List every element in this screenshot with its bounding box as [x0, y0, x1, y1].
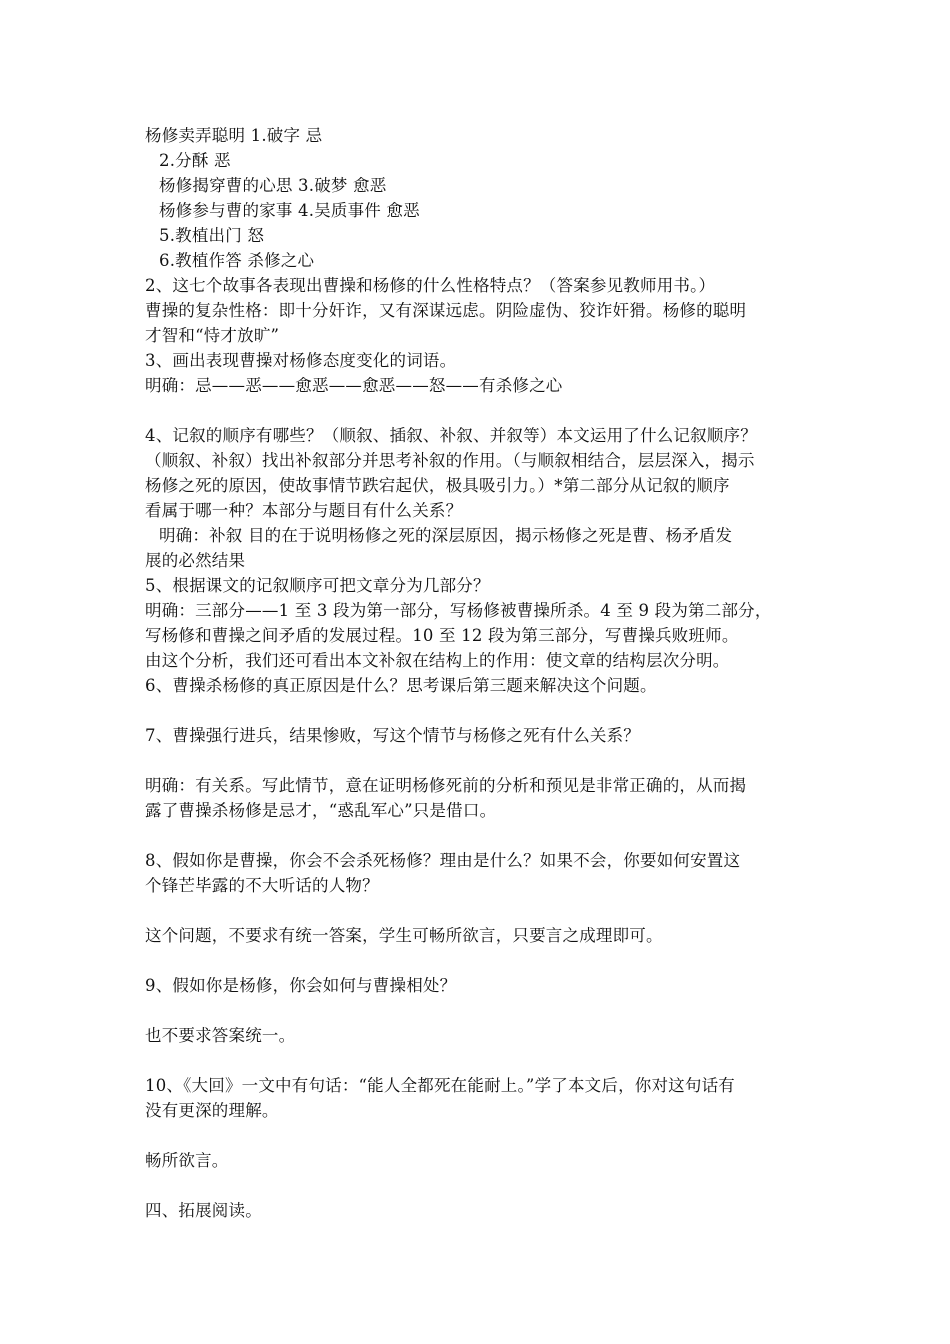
question-8: 8、假如你是曹操，你会不会杀死杨修？理由是什么？如果不会，你要如何安置这 [145, 851, 741, 870]
question-10: 10、《大回》一文中有句话：“能人全都死在能耐上。”学了本文后，你对这句话有 [145, 1076, 735, 1095]
spacer [145, 823, 809, 848]
text-line: 个锋芒毕露的不大听话的人物？ [145, 876, 379, 895]
answer-8: 这个问题，不要求有统一答案，学生可畅所欲言，只要言之成理即可。 [145, 926, 663, 945]
spacer [145, 948, 809, 973]
question-6: 6、曹操杀杨修的真正原因是什么？思考课后第三题来解决这个问题。 [145, 676, 657, 695]
text-line: 杨修参与曹的家事 4.吴质事件 愈恶 [159, 201, 420, 220]
section-heading: 四、拓展阅读。 [145, 1201, 262, 1220]
text-line: 2.分酥 恶 [159, 151, 231, 170]
text-line: 杨修之死的原因，使故事情节跌宕起伏，极具吸引力。）*第二部分从记叙的顺序 [145, 476, 730, 495]
answer-10: 畅所欲言。 [145, 1151, 229, 1170]
spacer [145, 898, 809, 923]
text-line: 才智和“恃才放旷” [145, 326, 280, 345]
spacer [145, 1123, 809, 1148]
text-line: 没有更深的理解。 [145, 1101, 279, 1120]
question-9: 9、假如你是杨修，你会如何与曹操相处？ [145, 976, 457, 995]
spacer [145, 1048, 809, 1073]
answer-9: 也不要求答案统一。 [145, 1026, 296, 1045]
answer-5: 明确：三部分——1 至 3 段为第一部分，写杨修被曹操所杀。4 至 9 段为第二部分， [145, 601, 772, 620]
text-line: 曹操的复杂性格：即十分奸诈，又有深谋远虑。阴险虚伪、狡诈奸猾。杨修的聪明 [145, 301, 747, 320]
text-line: 展的必然结果 [145, 551, 246, 570]
question-7: 7、曹操强行进兵，结果惨败，写这个情节与杨修之死有什么关系？ [145, 726, 640, 745]
answer-7: 明确：有关系。写此情节，意在证明杨修死前的分析和预见是非常正确的，从而揭 [145, 776, 747, 795]
text-line: 6.教植作答 杀修之心 [159, 251, 315, 270]
text-line: （顺叙、补叙）找出补叙部分并思考补叙的作用。（与顺叙相结合，层层深入，揭示 [145, 451, 755, 470]
answer-3: 明确：忌——恶——愈恶——愈恶——怒——有杀修之心 [145, 376, 563, 395]
answer-4: 明确：补叙 目的在于说明杨修之死的深层原因，揭示杨修之死是曹、杨矛盾发 [159, 526, 733, 545]
text-line: 杨修卖弄聪明 1.破字 忌 [145, 126, 323, 145]
question-4: 4、记叙的顺序有哪些？（顺叙、插叙、补叙、并叙等）本文运用了什么记叙顺序？ [145, 426, 757, 445]
spacer [145, 698, 809, 723]
question-3: 3、画出表现曹操对杨修态度变化的词语。 [145, 351, 457, 370]
question-5: 5、根据课文的记叙顺序可把文章分为几部分？ [145, 576, 490, 595]
question-2: 2、这七个故事各表现出曹操和杨修的什么性格特点？（答案参见教师用书。） [145, 276, 716, 295]
spacer [145, 398, 809, 423]
text-line: 由这个分析，我们还可看出本文补叙在结构上的作用：使文章的结构层次分明。 [145, 651, 730, 670]
text-line: 看属于哪一种？本部分与题目有什么关系？ [145, 501, 463, 520]
text-line: 杨修揭穿曹的心思 3.破梦 愈恶 [159, 176, 387, 195]
text-line: 露了曹操杀杨修是忌才，“惑乱军心”只是借口。 [145, 801, 497, 820]
spacer [145, 748, 809, 773]
spacer [145, 1173, 809, 1198]
text-line: 写杨修和曹操之间矛盾的发展过程。10 至 12 段为第三部分，写曹操兵败班师。 [145, 626, 739, 645]
text-line: 5.教植出门 怒 [159, 226, 265, 245]
spacer [145, 998, 809, 1023]
document-body [145, 123, 809, 1223]
